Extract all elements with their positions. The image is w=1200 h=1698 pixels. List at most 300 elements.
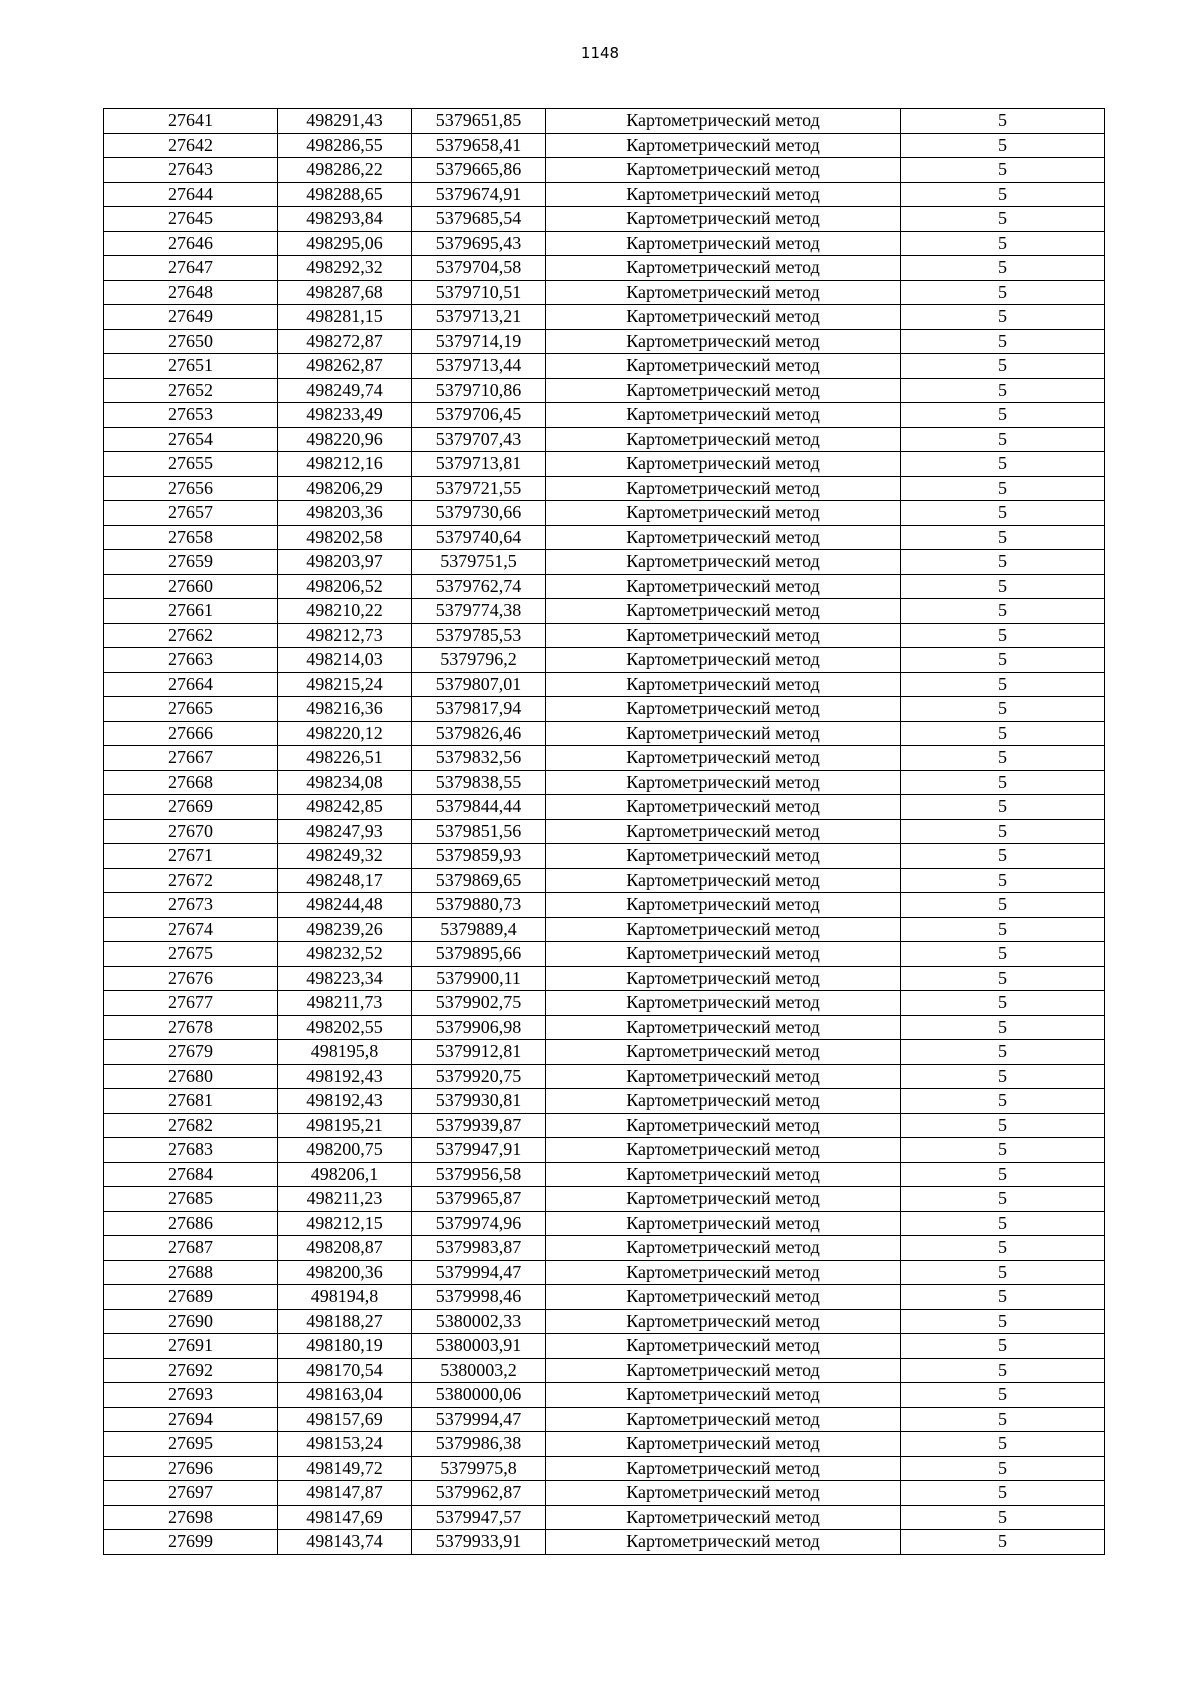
point-number-cell: 27652 bbox=[104, 378, 278, 403]
precision-cell: 5 bbox=[901, 550, 1105, 575]
method-cell: Картометрический метод bbox=[546, 109, 901, 134]
table-row bbox=[104, 1040, 1105, 1065]
y-coordinate-cell: 5380002,33 bbox=[412, 1309, 546, 1334]
x-coordinate-cell: 498200,36 bbox=[278, 1260, 412, 1285]
x-coordinate-cell: 498216,36 bbox=[278, 697, 412, 722]
precision-cell: 5 bbox=[901, 844, 1105, 869]
x-coordinate-cell: 498157,69 bbox=[278, 1407, 412, 1432]
table-row bbox=[104, 1358, 1105, 1383]
method-cell: Картометрический метод bbox=[546, 1089, 901, 1114]
y-coordinate-cell: 5379895,66 bbox=[412, 942, 546, 967]
precision-cell: 5 bbox=[901, 1089, 1105, 1114]
method-cell: Картометрический метод bbox=[546, 770, 901, 795]
point-number-cell: 27667 bbox=[104, 746, 278, 771]
table-row bbox=[104, 1432, 1105, 1457]
method-cell: Картометрический метод bbox=[546, 1334, 901, 1359]
x-coordinate-cell: 498239,26 bbox=[278, 917, 412, 942]
x-coordinate-cell: 498202,58 bbox=[278, 525, 412, 550]
y-coordinate-cell: 5380003,91 bbox=[412, 1334, 546, 1359]
method-cell: Картометрический метод bbox=[546, 574, 901, 599]
table-row bbox=[104, 378, 1105, 403]
method-cell: Картометрический метод bbox=[546, 1211, 901, 1236]
y-coordinate-cell: 5379851,56 bbox=[412, 819, 546, 844]
point-number-cell: 27645 bbox=[104, 207, 278, 232]
y-coordinate-cell: 5379920,75 bbox=[412, 1064, 546, 1089]
x-coordinate-cell: 498233,49 bbox=[278, 403, 412, 428]
x-coordinate-cell: 498194,8 bbox=[278, 1285, 412, 1310]
precision-cell: 5 bbox=[901, 501, 1105, 526]
precision-cell: 5 bbox=[901, 231, 1105, 256]
method-cell: Картометрический метод bbox=[546, 893, 901, 918]
table-row bbox=[104, 893, 1105, 918]
precision-cell: 5 bbox=[901, 893, 1105, 918]
y-coordinate-cell: 5379859,93 bbox=[412, 844, 546, 869]
precision-cell: 5 bbox=[901, 770, 1105, 795]
x-coordinate-cell: 498262,87 bbox=[278, 354, 412, 379]
precision-cell: 5 bbox=[901, 917, 1105, 942]
point-number-cell: 27668 bbox=[104, 770, 278, 795]
y-coordinate-cell: 5379721,55 bbox=[412, 476, 546, 501]
y-coordinate-cell: 5379974,96 bbox=[412, 1211, 546, 1236]
x-coordinate-cell: 498153,24 bbox=[278, 1432, 412, 1457]
precision-cell: 5 bbox=[901, 378, 1105, 403]
y-coordinate-cell: 5379704,58 bbox=[412, 256, 546, 281]
y-coordinate-cell: 5379900,11 bbox=[412, 966, 546, 991]
y-coordinate-cell: 5379713,44 bbox=[412, 354, 546, 379]
table-row bbox=[104, 623, 1105, 648]
method-cell: Картометрический метод bbox=[546, 1015, 901, 1040]
point-number-cell: 27692 bbox=[104, 1358, 278, 1383]
method-cell: Картометрический метод bbox=[546, 378, 901, 403]
precision-cell: 5 bbox=[901, 1211, 1105, 1236]
y-coordinate-cell: 5379832,56 bbox=[412, 746, 546, 771]
table-row bbox=[104, 721, 1105, 746]
method-cell: Картометрический метод bbox=[546, 354, 901, 379]
precision-cell: 5 bbox=[901, 109, 1105, 134]
precision-cell: 5 bbox=[901, 476, 1105, 501]
y-coordinate-cell: 5379751,5 bbox=[412, 550, 546, 575]
method-cell: Картометрический метод bbox=[546, 599, 901, 624]
table-row bbox=[104, 746, 1105, 771]
precision-cell: 5 bbox=[901, 1456, 1105, 1481]
method-cell: Картометрический метод bbox=[546, 1505, 901, 1530]
y-coordinate-cell: 5379774,38 bbox=[412, 599, 546, 624]
method-cell: Картометрический метод bbox=[546, 476, 901, 501]
point-number-cell: 27675 bbox=[104, 942, 278, 967]
table-row bbox=[104, 452, 1105, 477]
precision-cell: 5 bbox=[901, 966, 1105, 991]
method-cell: Картометрический метод bbox=[546, 305, 901, 330]
y-coordinate-cell: 5379998,46 bbox=[412, 1285, 546, 1310]
x-coordinate-cell: 498170,54 bbox=[278, 1358, 412, 1383]
table-row bbox=[104, 574, 1105, 599]
method-cell: Картометрический метод bbox=[546, 1383, 901, 1408]
x-coordinate-cell: 498272,87 bbox=[278, 329, 412, 354]
precision-cell: 5 bbox=[901, 1236, 1105, 1261]
precision-cell: 5 bbox=[901, 133, 1105, 158]
table-row bbox=[104, 354, 1105, 379]
y-coordinate-cell: 5379674,91 bbox=[412, 182, 546, 207]
method-cell: Картометрический метод bbox=[546, 256, 901, 281]
point-number-cell: 27693 bbox=[104, 1383, 278, 1408]
x-coordinate-cell: 498212,16 bbox=[278, 452, 412, 477]
precision-cell: 5 bbox=[901, 672, 1105, 697]
precision-cell: 5 bbox=[901, 1383, 1105, 1408]
y-coordinate-cell: 5379740,64 bbox=[412, 525, 546, 550]
method-cell: Картометрический метод bbox=[546, 697, 901, 722]
point-number-cell: 27698 bbox=[104, 1505, 278, 1530]
table-row bbox=[104, 599, 1105, 624]
y-coordinate-cell: 5379956,58 bbox=[412, 1162, 546, 1187]
point-number-cell: 27659 bbox=[104, 550, 278, 575]
y-coordinate-cell: 5379902,75 bbox=[412, 991, 546, 1016]
x-coordinate-cell: 498188,27 bbox=[278, 1309, 412, 1334]
point-number-cell: 27699 bbox=[104, 1530, 278, 1555]
point-number-cell: 27648 bbox=[104, 280, 278, 305]
table-row bbox=[104, 844, 1105, 869]
point-number-cell: 27657 bbox=[104, 501, 278, 526]
point-number-cell: 27653 bbox=[104, 403, 278, 428]
x-coordinate-cell: 498248,17 bbox=[278, 868, 412, 893]
precision-cell: 5 bbox=[901, 354, 1105, 379]
precision-cell: 5 bbox=[901, 1358, 1105, 1383]
table-row bbox=[104, 1113, 1105, 1138]
method-cell: Картометрический метод bbox=[546, 966, 901, 991]
table-row bbox=[104, 476, 1105, 501]
method-cell: Картометрический метод bbox=[546, 819, 901, 844]
x-coordinate-cell: 498291,43 bbox=[278, 109, 412, 134]
y-coordinate-cell: 5379710,86 bbox=[412, 378, 546, 403]
y-coordinate-cell: 5379889,4 bbox=[412, 917, 546, 942]
x-coordinate-cell: 498203,97 bbox=[278, 550, 412, 575]
table-row bbox=[104, 942, 1105, 967]
point-number-cell: 27654 bbox=[104, 427, 278, 452]
y-coordinate-cell: 5379912,81 bbox=[412, 1040, 546, 1065]
precision-cell: 5 bbox=[901, 1040, 1105, 1065]
precision-cell: 5 bbox=[901, 403, 1105, 428]
precision-cell: 5 bbox=[901, 574, 1105, 599]
point-number-cell: 27666 bbox=[104, 721, 278, 746]
x-coordinate-cell: 498232,52 bbox=[278, 942, 412, 967]
point-number-cell: 27683 bbox=[104, 1138, 278, 1163]
y-coordinate-cell: 5379713,81 bbox=[412, 452, 546, 477]
precision-cell: 5 bbox=[901, 721, 1105, 746]
precision-cell: 5 bbox=[901, 623, 1105, 648]
precision-cell: 5 bbox=[901, 648, 1105, 673]
y-coordinate-cell: 5379869,65 bbox=[412, 868, 546, 893]
table-row bbox=[104, 109, 1105, 134]
x-coordinate-cell: 498210,22 bbox=[278, 599, 412, 624]
x-coordinate-cell: 498206,1 bbox=[278, 1162, 412, 1187]
table-row bbox=[104, 207, 1105, 232]
precision-cell: 5 bbox=[901, 1015, 1105, 1040]
point-number-cell: 27670 bbox=[104, 819, 278, 844]
table-row bbox=[104, 991, 1105, 1016]
precision-cell: 5 bbox=[901, 207, 1105, 232]
point-number-cell: 27689 bbox=[104, 1285, 278, 1310]
point-number-cell: 27688 bbox=[104, 1260, 278, 1285]
precision-cell: 5 bbox=[901, 525, 1105, 550]
method-cell: Картометрический метод bbox=[546, 280, 901, 305]
table-row bbox=[104, 819, 1105, 844]
method-cell: Картометрический метод bbox=[546, 403, 901, 428]
x-coordinate-cell: 498242,85 bbox=[278, 795, 412, 820]
y-coordinate-cell: 5379785,53 bbox=[412, 623, 546, 648]
point-number-cell: 27677 bbox=[104, 991, 278, 1016]
point-number-cell: 27682 bbox=[104, 1113, 278, 1138]
method-cell: Картометрический метод bbox=[546, 427, 901, 452]
x-coordinate-cell: 498192,43 bbox=[278, 1064, 412, 1089]
x-coordinate-cell: 498244,48 bbox=[278, 893, 412, 918]
y-coordinate-cell: 5379947,91 bbox=[412, 1138, 546, 1163]
table-row bbox=[104, 1456, 1105, 1481]
x-coordinate-cell: 498215,24 bbox=[278, 672, 412, 697]
point-number-cell: 27663 bbox=[104, 648, 278, 673]
x-coordinate-cell: 498195,8 bbox=[278, 1040, 412, 1065]
precision-cell: 5 bbox=[901, 158, 1105, 183]
point-number-cell: 27674 bbox=[104, 917, 278, 942]
x-coordinate-cell: 498180,19 bbox=[278, 1334, 412, 1359]
method-cell: Картометрический метод bbox=[546, 1113, 901, 1138]
y-coordinate-cell: 5379707,43 bbox=[412, 427, 546, 452]
precision-cell: 5 bbox=[901, 868, 1105, 893]
point-number-cell: 27649 bbox=[104, 305, 278, 330]
precision-cell: 5 bbox=[901, 1064, 1105, 1089]
method-cell: Картометрический метод bbox=[546, 231, 901, 256]
precision-cell: 5 bbox=[901, 746, 1105, 771]
y-coordinate-cell: 5379665,86 bbox=[412, 158, 546, 183]
table-row bbox=[104, 158, 1105, 183]
table-row bbox=[104, 1383, 1105, 1408]
y-coordinate-cell: 5379807,01 bbox=[412, 672, 546, 697]
y-coordinate-cell: 5379826,46 bbox=[412, 721, 546, 746]
x-coordinate-cell: 498286,22 bbox=[278, 158, 412, 183]
point-number-cell: 27686 bbox=[104, 1211, 278, 1236]
table-row bbox=[104, 1505, 1105, 1530]
method-cell: Картометрический метод bbox=[546, 746, 901, 771]
precision-cell: 5 bbox=[901, 697, 1105, 722]
precision-cell: 5 bbox=[901, 280, 1105, 305]
precision-cell: 5 bbox=[901, 942, 1105, 967]
table-row bbox=[104, 868, 1105, 893]
method-cell: Картометрический метод bbox=[546, 991, 901, 1016]
method-cell: Картометрический метод bbox=[546, 1358, 901, 1383]
method-cell: Картометрический метод bbox=[546, 1456, 901, 1481]
point-number-cell: 27658 bbox=[104, 525, 278, 550]
method-cell: Картометрический метод bbox=[546, 1064, 901, 1089]
precision-cell: 5 bbox=[901, 1481, 1105, 1506]
method-cell: Картометрический метод bbox=[546, 207, 901, 232]
table-row bbox=[104, 1211, 1105, 1236]
point-number-cell: 27669 bbox=[104, 795, 278, 820]
precision-cell: 5 bbox=[901, 1285, 1105, 1310]
point-number-cell: 27678 bbox=[104, 1015, 278, 1040]
x-coordinate-cell: 498212,15 bbox=[278, 1211, 412, 1236]
precision-cell: 5 bbox=[901, 1432, 1105, 1457]
table-row bbox=[104, 1309, 1105, 1334]
table-body bbox=[104, 109, 1105, 1555]
table-row bbox=[104, 1138, 1105, 1163]
x-coordinate-cell: 498206,29 bbox=[278, 476, 412, 501]
y-coordinate-cell: 5379796,2 bbox=[412, 648, 546, 673]
method-cell: Картометрический метод bbox=[546, 942, 901, 967]
table-row bbox=[104, 501, 1105, 526]
point-number-cell: 27642 bbox=[104, 133, 278, 158]
method-cell: Картометрический метод bbox=[546, 1432, 901, 1457]
x-coordinate-cell: 498212,73 bbox=[278, 623, 412, 648]
x-coordinate-cell: 498220,12 bbox=[278, 721, 412, 746]
table-row bbox=[104, 917, 1105, 942]
x-coordinate-cell: 498149,72 bbox=[278, 1456, 412, 1481]
x-coordinate-cell: 498147,87 bbox=[278, 1481, 412, 1506]
x-coordinate-cell: 498281,15 bbox=[278, 305, 412, 330]
y-coordinate-cell: 5379986,38 bbox=[412, 1432, 546, 1457]
x-coordinate-cell: 498295,06 bbox=[278, 231, 412, 256]
precision-cell: 5 bbox=[901, 1260, 1105, 1285]
table-row bbox=[104, 550, 1105, 575]
method-cell: Картометрический метод bbox=[546, 917, 901, 942]
point-number-cell: 27681 bbox=[104, 1089, 278, 1114]
point-number-cell: 27695 bbox=[104, 1432, 278, 1457]
method-cell: Картометрический метод bbox=[546, 1407, 901, 1432]
point-number-cell: 27655 bbox=[104, 452, 278, 477]
page-number: 1148 bbox=[580, 44, 620, 62]
precision-cell: 5 bbox=[901, 182, 1105, 207]
y-coordinate-cell: 5379651,85 bbox=[412, 109, 546, 134]
x-coordinate-cell: 498220,96 bbox=[278, 427, 412, 452]
y-coordinate-cell: 5379762,74 bbox=[412, 574, 546, 599]
x-coordinate-cell: 498292,32 bbox=[278, 256, 412, 281]
y-coordinate-cell: 5379906,98 bbox=[412, 1015, 546, 1040]
precision-cell: 5 bbox=[901, 819, 1105, 844]
precision-cell: 5 bbox=[901, 427, 1105, 452]
point-number-cell: 27685 bbox=[104, 1187, 278, 1212]
precision-cell: 5 bbox=[901, 1407, 1105, 1432]
method-cell: Картометрический метод bbox=[546, 182, 901, 207]
method-cell: Картометрический метод bbox=[546, 452, 901, 477]
precision-cell: 5 bbox=[901, 305, 1105, 330]
table-row bbox=[104, 1064, 1105, 1089]
y-coordinate-cell: 5379947,57 bbox=[412, 1505, 546, 1530]
point-number-cell: 27672 bbox=[104, 868, 278, 893]
table-row bbox=[104, 1162, 1105, 1187]
method-cell: Картометрический метод bbox=[546, 1187, 901, 1212]
y-coordinate-cell: 5379838,55 bbox=[412, 770, 546, 795]
precision-cell: 5 bbox=[901, 1530, 1105, 1555]
precision-cell: 5 bbox=[901, 795, 1105, 820]
point-number-cell: 27679 bbox=[104, 1040, 278, 1065]
y-coordinate-cell: 5379939,87 bbox=[412, 1113, 546, 1138]
point-number-cell: 27643 bbox=[104, 158, 278, 183]
table-row bbox=[104, 280, 1105, 305]
point-number-cell: 27644 bbox=[104, 182, 278, 207]
method-cell: Картометрический метод bbox=[546, 525, 901, 550]
precision-cell: 5 bbox=[901, 1187, 1105, 1212]
table-row bbox=[104, 1481, 1105, 1506]
method-cell: Картометрический метод bbox=[546, 868, 901, 893]
method-cell: Картометрический метод bbox=[546, 721, 901, 746]
method-cell: Картометрический метод bbox=[546, 844, 901, 869]
table-row bbox=[104, 1089, 1105, 1114]
x-coordinate-cell: 498234,08 bbox=[278, 770, 412, 795]
method-cell: Картометрический метод bbox=[546, 1260, 901, 1285]
precision-cell: 5 bbox=[901, 991, 1105, 1016]
y-coordinate-cell: 5379975,8 bbox=[412, 1456, 546, 1481]
x-coordinate-cell: 498211,23 bbox=[278, 1187, 412, 1212]
point-number-cell: 27680 bbox=[104, 1064, 278, 1089]
table-row bbox=[104, 403, 1105, 428]
point-number-cell: 27647 bbox=[104, 256, 278, 281]
point-number-cell: 27690 bbox=[104, 1309, 278, 1334]
precision-cell: 5 bbox=[901, 1138, 1105, 1163]
table-row bbox=[104, 427, 1105, 452]
coordinates-table bbox=[103, 108, 1105, 1555]
method-cell: Картометрический метод bbox=[546, 795, 901, 820]
x-coordinate-cell: 498249,32 bbox=[278, 844, 412, 869]
y-coordinate-cell: 5379658,41 bbox=[412, 133, 546, 158]
y-coordinate-cell: 5379706,45 bbox=[412, 403, 546, 428]
y-coordinate-cell: 5379994,47 bbox=[412, 1260, 546, 1285]
method-cell: Картометрический метод bbox=[546, 501, 901, 526]
y-coordinate-cell: 5379685,54 bbox=[412, 207, 546, 232]
point-number-cell: 27696 bbox=[104, 1456, 278, 1481]
precision-cell: 5 bbox=[901, 1505, 1105, 1530]
method-cell: Картометрический метод bbox=[546, 158, 901, 183]
table-row bbox=[104, 329, 1105, 354]
y-coordinate-cell: 5379930,81 bbox=[412, 1089, 546, 1114]
table-row bbox=[104, 1530, 1105, 1555]
x-coordinate-cell: 498214,03 bbox=[278, 648, 412, 673]
x-coordinate-cell: 498286,55 bbox=[278, 133, 412, 158]
point-number-cell: 27684 bbox=[104, 1162, 278, 1187]
precision-cell: 5 bbox=[901, 452, 1105, 477]
y-coordinate-cell: 5379714,19 bbox=[412, 329, 546, 354]
x-coordinate-cell: 498163,04 bbox=[278, 1383, 412, 1408]
table-row bbox=[104, 256, 1105, 281]
x-coordinate-cell: 498288,65 bbox=[278, 182, 412, 207]
point-number-cell: 27664 bbox=[104, 672, 278, 697]
x-coordinate-cell: 498206,52 bbox=[278, 574, 412, 599]
y-coordinate-cell: 5379880,73 bbox=[412, 893, 546, 918]
point-number-cell: 27697 bbox=[104, 1481, 278, 1506]
y-coordinate-cell: 5379962,87 bbox=[412, 1481, 546, 1506]
y-coordinate-cell: 5380003,2 bbox=[412, 1358, 546, 1383]
table-row bbox=[104, 648, 1105, 673]
method-cell: Картометрический метод bbox=[546, 672, 901, 697]
method-cell: Картометрический метод bbox=[546, 1162, 901, 1187]
method-cell: Картометрический метод bbox=[546, 329, 901, 354]
table-row bbox=[104, 1187, 1105, 1212]
method-cell: Картометрический метод bbox=[546, 1236, 901, 1261]
x-coordinate-cell: 498247,93 bbox=[278, 819, 412, 844]
method-cell: Картометрический метод bbox=[546, 648, 901, 673]
y-coordinate-cell: 5379817,94 bbox=[412, 697, 546, 722]
point-number-cell: 27671 bbox=[104, 844, 278, 869]
precision-cell: 5 bbox=[901, 1113, 1105, 1138]
method-cell: Картометрический метод bbox=[546, 1530, 901, 1555]
precision-cell: 5 bbox=[901, 599, 1105, 624]
point-number-cell: 27646 bbox=[104, 231, 278, 256]
table-row bbox=[104, 1260, 1105, 1285]
table-row bbox=[104, 1015, 1105, 1040]
table-row bbox=[104, 770, 1105, 795]
method-cell: Картометрический метод bbox=[546, 1138, 901, 1163]
precision-cell: 5 bbox=[901, 1334, 1105, 1359]
x-coordinate-cell: 498202,55 bbox=[278, 1015, 412, 1040]
point-number-cell: 27694 bbox=[104, 1407, 278, 1432]
table-row bbox=[104, 231, 1105, 256]
precision-cell: 5 bbox=[901, 1162, 1105, 1187]
